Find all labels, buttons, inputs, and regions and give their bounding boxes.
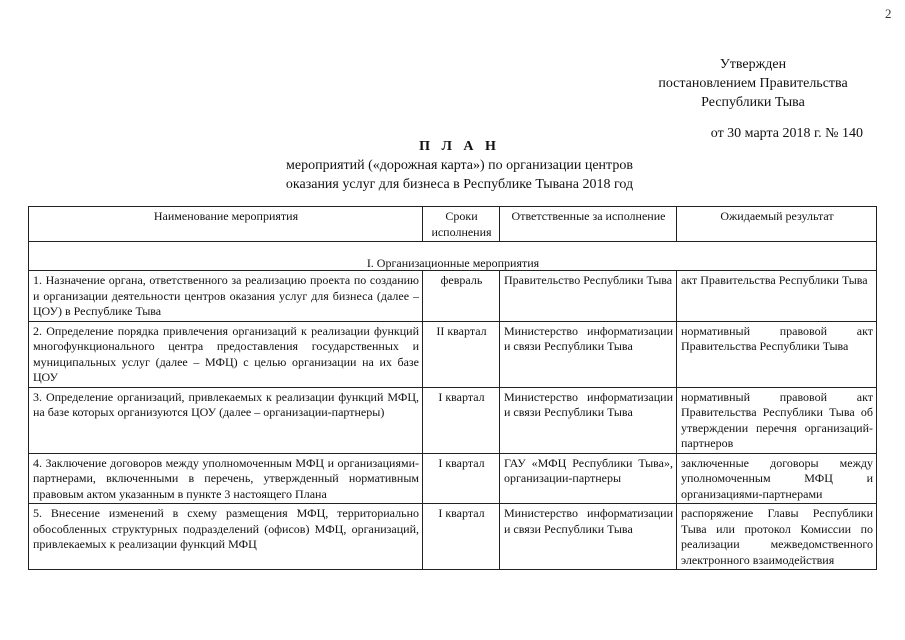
table-header-row bbox=[29, 207, 877, 242]
header-responsible: Ответственные за исполнение bbox=[500, 207, 677, 242]
approval-block bbox=[640, 55, 866, 143]
title-plan: П Л А Н bbox=[419, 139, 500, 154]
row-5-responsible: Министерство информатизации и связи Республики Тыва bbox=[500, 504, 677, 570]
row-3-responsible: Министерство информатизации и связи Республики Тыва bbox=[500, 387, 677, 453]
row-4-deadline: I квартал bbox=[423, 453, 500, 504]
title-line-1: мероприятий («дорожная карта») по организации центров bbox=[286, 158, 633, 173]
approval-line-resolution: постановлением Правительства bbox=[658, 76, 848, 91]
row-1-deadline: февраль bbox=[423, 271, 500, 322]
row-2-deadline: II квартал bbox=[423, 321, 500, 387]
table-row bbox=[29, 321, 877, 387]
row-1-result: акт Правительства Республики Тыва bbox=[677, 271, 877, 322]
header-result: Ожидаемый результат bbox=[677, 207, 877, 242]
row-4-name: 4. Заключение договоров между уполномоченным МФЦ и организациями-партнерами, включенными в перечень, утвержденный нормативным правовым актом указанным в пункте 3 настоящего Плана bbox=[29, 453, 423, 504]
row-1-responsible: Правительство Республики Тыва bbox=[500, 271, 677, 322]
row-3-name: 3. Определение организаций, привлекаемых к реализации функций МФЦ, на базе которых организуются ЦОУ (далее – организации-партнеры) bbox=[29, 387, 423, 453]
row-3-result: нормативный правовой акт Правительства Республики Тыва об утверждении перечня организаций-партнеров bbox=[677, 387, 877, 453]
row-5-name: 5. Внесение изменений в схему размещения МФЦ, территориально обособленных структурных подразделений (офисов) МФЦ, организаций, привлекаемых к реализации функций МФЦ bbox=[29, 504, 423, 570]
table-row bbox=[29, 453, 877, 504]
row-5-deadline: I квартал bbox=[423, 504, 500, 570]
row-2-name: 2. Определение порядка привлечения организаций к реализации функций многофункционального центра предоставления государственных и муниципальных услуг (далее – МФЦ) с целью организации на их базе ЦОУ bbox=[29, 321, 423, 387]
header-deadline: Сроки исполнения bbox=[423, 207, 500, 242]
row-4-responsible: ГАУ «МФЦ Республики Тыва», организации-партнеры bbox=[500, 453, 677, 504]
title-line-2: оказания услуг для бизнеса в Республике Тывана 2018 год bbox=[285, 177, 634, 192]
approval-line-republic: Республики Тыва bbox=[701, 95, 805, 110]
header-name: Наименование мероприятия bbox=[29, 207, 423, 242]
row-4-result: заключенные договоры между уполномоченным МФЦ и организациями-партнерами bbox=[677, 453, 877, 504]
document-title bbox=[0, 138, 905, 194]
page-number: 2 bbox=[885, 6, 892, 21]
row-1-name: 1. Назначение органа, ответственного за реализацию проекта по созданию и организации деятельности центров оказания услуг для бизнеса (далее – ЦОУ) в Республике Тыва bbox=[29, 271, 423, 322]
table-row bbox=[29, 387, 877, 453]
row-5-result: распоряжение Главы Республики Тыва или протокол Комиссии по реализации межведомственного электронного взаимодействия bbox=[677, 504, 877, 570]
table-row bbox=[29, 504, 877, 570]
approval-line-approved: Утвержден bbox=[719, 57, 787, 72]
plan-table bbox=[28, 206, 877, 570]
row-3-deadline: I квартал bbox=[423, 387, 500, 453]
row-2-responsible: Министерство информатизации и связи Республики Тыва bbox=[500, 321, 677, 387]
row-2-result: нормативный правовой акт Правительства Республики Тыва bbox=[677, 321, 877, 387]
approval-date: от 30 марта 2018 г. № 140 bbox=[710, 126, 863, 141]
section-row bbox=[29, 242, 877, 271]
table-row bbox=[29, 271, 877, 322]
section-title: I. Организационные мероприятия bbox=[29, 242, 877, 271]
